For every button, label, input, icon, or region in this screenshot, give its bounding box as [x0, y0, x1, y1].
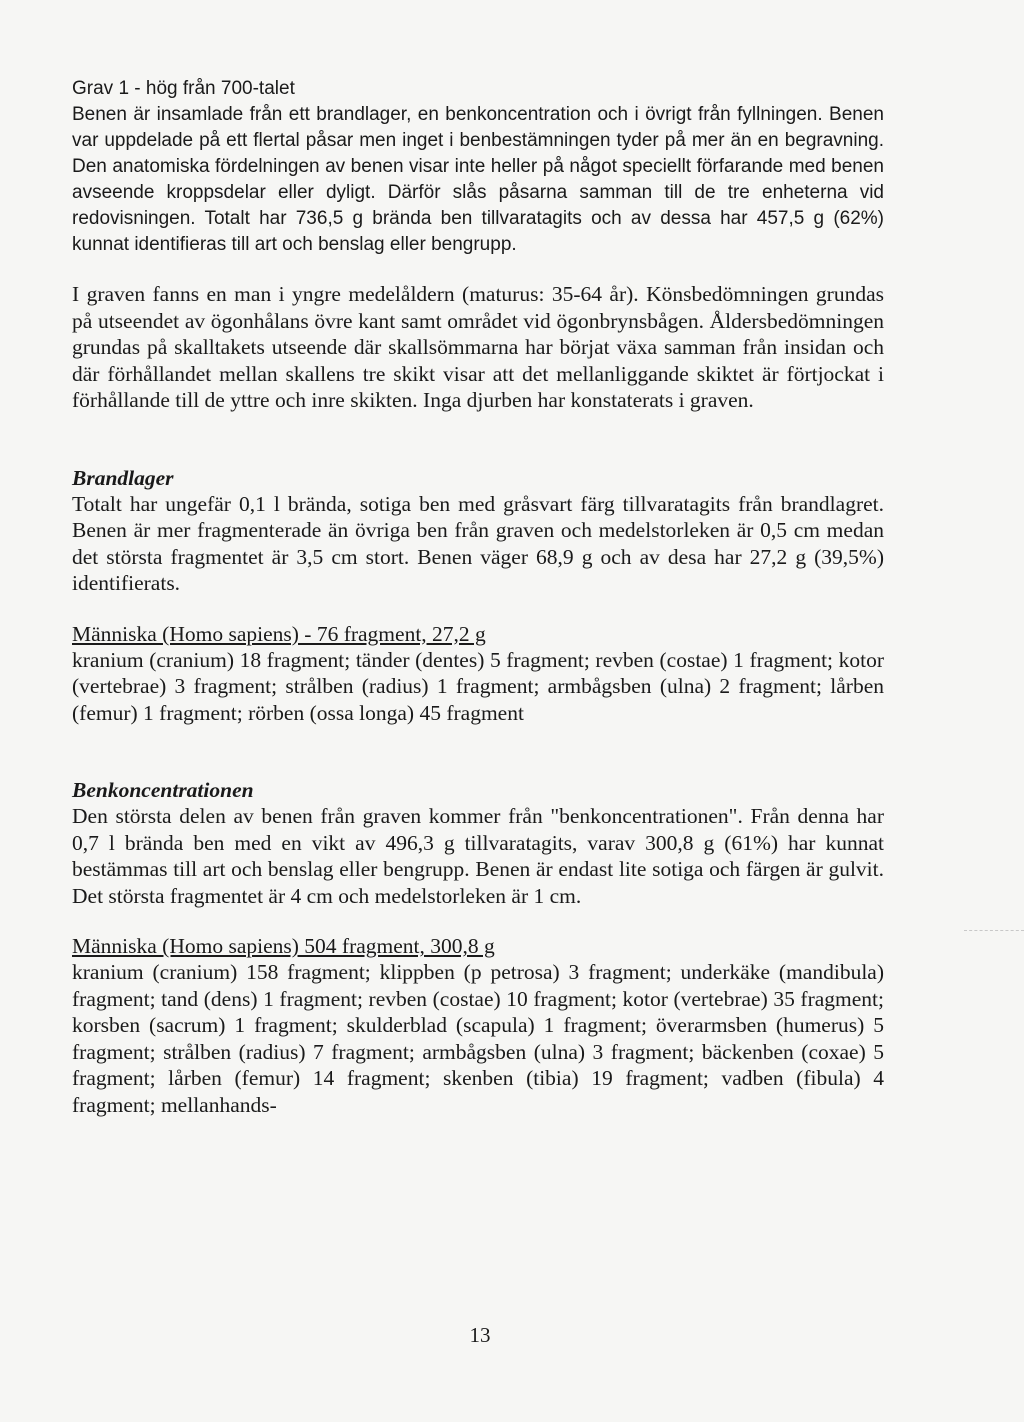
brandlager-bone-list: kranium (cranium) 18 fragment; tänder (dentes) 5 fragment; revben (costae) 1 fragment; kotor (vertebrae) 3 fragment; strålben (radius) 1 fragment; armbågsben (ulna) 2 fragment; lårben (femur) 1 fragment; rörben (ossa longa) 45 fragment [72, 647, 884, 725]
page-number: 13 [469, 1323, 491, 1347]
section-title-brandlager: Brandlager [72, 465, 174, 490]
brandlager-subtitle: Människa (Homo sapiens) - 76 fragment, 27,2 g [72, 621, 486, 646]
section-title-benkoncentrationen: Benkoncentrationen [72, 778, 254, 802]
benkoncentrationen-text: Den största delen av benen från graven kommer från "benkoncentrationen". Från denna har 0,7 l brända ben med en vikt av 496,3 g tillvaratagits, varav 300,8 g (61%) har kunnat bestämmas till art och benslag eller bengrupp. Benen är endast lite sotiga och färgen är gulvit. Det största fragmentet är 4 cm och medelstorleken är 1 cm. [72, 804, 884, 908]
page-content [72, 72, 884, 1118]
intro-paragraph-2: I graven fanns en man i yngre medelåldern (maturus: 35-64 år). Könsbedömningen grundas på utseendet av ögonhålans övre kant samt området vid ögonbrynsbågen. Åldersbedömningen grundas på skalltakets utseende där skallsömmarna har börjat växa samman från insidan och där förhållandet mellan skallens tre skikt visar att det mellanliggande skiktet är förtjockat i förhållande till de yttre och inre skikten. Inga djurben har konstaterats i graven. [72, 282, 884, 412]
scan-edge-mark [964, 930, 1024, 931]
intro-paragraph-1: Benen är insamlade från ett brandlager, en benkoncentration och i övrigt från fyllningen. Benen var uppdelade på ett flertal påsar men inget i benbestämningen tyder på mer än en begravning. Den anatomiska fördelningen av benen visar inte heller på något speciellt förfarande med benen avseende kroppsdelar eller dyligt. Därför slås påsarna samman till de tre enheterna vid redovisningen. Totalt har 736,5 g brända ben tillvaratagits och av dessa har 457,5 g (62%) kunnat identifieras till art och benslag eller bengrupp. [72, 104, 884, 255]
benkoncentrationen-subtitle: Människa (Homo sapiens) 504 fragment, 300,8 g [72, 934, 495, 958]
brandlager-text: Totalt har ungefär 0,1 l brända, sotiga ben med gråsvart färg tillvaratagits från brandlagret. Benen är mer fragmenterade än övriga ben från graven och medelstorleken är 0,5 cm medan det största fragmentet är 3,5 cm stort. Benen väger 68,9 g och av desa har 27,2 g (39,5%) identifierats. [72, 491, 884, 595]
grave-title: Grav 1 - hög från 700-talet [72, 78, 295, 99]
benkoncentrationen-bone-list: kranium (cranium) 158 fragment; klippben (p petrosa) 3 fragment; underkäke (mandibula) fragment; tand (dens) 1 fragment; revben (costae) 10 fragment; kotor (vertebrae) 35 fragment; korsben (sacrum) 1 fragment; skulderblad (scapula) 1 fragment; överarmsben (humerus) 5 fragment; strålben (radius) 7 fragment; armbågsben (ulna) 3 fragment; bäckenben (coxae) 5 fragment; lårben (femur) 14 fragment; skenben (tibia) 19 fragment; vadben (fibula) 4 fragment; mellanhands- [72, 960, 884, 1117]
